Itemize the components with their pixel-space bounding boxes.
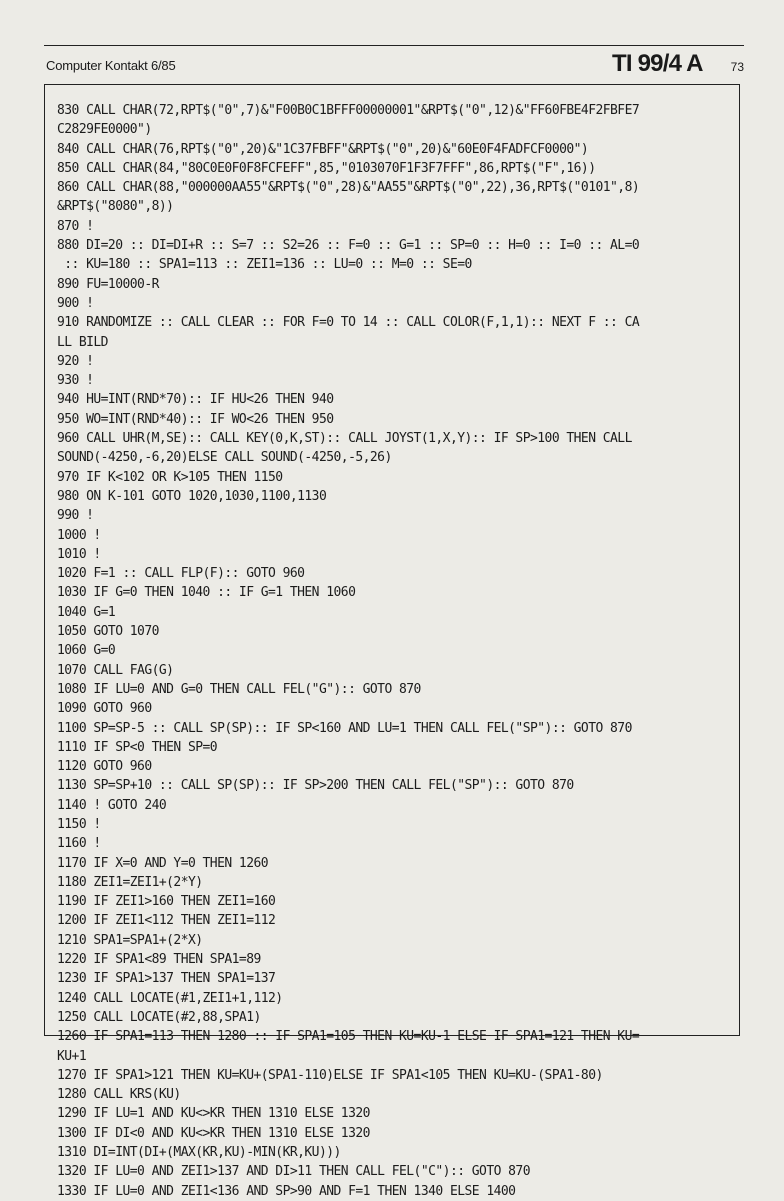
section-title: TI 99/4 A — [612, 50, 703, 77]
code-line: 1220 IF SPA1<89 THEN SPA1=89 — [57, 952, 261, 968]
code-line: 1170 IF X=0 AND Y=0 THEN 1260 — [57, 855, 269, 871]
header-rule — [44, 45, 744, 46]
code-line: 1080 IF LU=0 AND G=0 THEN CALL FEL("G"):: GOTO 870 — [57, 681, 421, 697]
code-line: 1050 GOTO 1070 — [57, 624, 159, 640]
code-line: SOUND(-4250,-6,20)ELSE CALL SOUND(-4250,-5,26) — [57, 450, 392, 466]
code-line: KU+1 — [57, 1048, 87, 1064]
code-line: 1100 SP=SP-5 :: CALL SP(SP):: IF SP<160 AND LU=1 THEN CALL FEL("SP"):: GOTO 870 — [57, 720, 632, 736]
code-line: 840 CALL CHAR(76,RPT$("0",20)&"1C37FBFF"&RPT$("0",20)&"60E0F4FADFCF0000") — [57, 141, 589, 157]
code-line: 940 HU=INT(RND*70):: IF HU<26 THEN 940 — [57, 392, 334, 408]
code-line: 1240 CALL LOCATE(#1,ZEI1+1,112) — [57, 990, 283, 1006]
code-line: 930 ! — [57, 373, 94, 389]
code-line: 990 ! — [57, 508, 94, 524]
code-line: 980 ON K-101 GOTO 1020,1030,1100,1130 — [57, 488, 327, 504]
code-line: 1040 G=1 — [57, 604, 116, 620]
page-header — [44, 50, 744, 82]
code-line: 950 WO=INT(RND*40):: IF WO<26 THEN 950 — [57, 411, 334, 427]
code-line: 830 CALL CHAR(72,RPT$("0",7)&"F00B0C1BFFF00000001"&RPT$("0",12)&"FF60FBE4F2FBFE7 — [57, 103, 640, 118]
code-line: :: KU=180 :: SPA1=113 :: ZEI1=136 :: LU=0 :: M=0 :: SE=0 — [57, 257, 472, 273]
code-line: 1200 IF ZEI1<112 THEN ZEI1=112 — [57, 913, 276, 929]
code-line: 1270 IF SPA1>121 THEN KU=KU+(SPA1-110)ELSE IF SPA1<105 THEN KU=KU-(SPA1-80) — [57, 1067, 603, 1083]
code-line: 1210 SPA1=SPA1+(2*X) — [57, 932, 203, 948]
code-line: 1110 IF SP<0 THEN SP=0 — [57, 739, 218, 755]
code-line: 910 RANDOMIZE :: CALL CLEAR :: FOR F=0 TO 14 :: CALL COLOR(F,1,1):: NEXT F :: CA — [57, 315, 640, 331]
code-line: 1090 GOTO 960 — [57, 701, 152, 717]
code-line: 1130 SP=SP+10 :: CALL SP(SP):: IF SP>200 THEN CALL FEL("SP"):: GOTO 870 — [57, 778, 574, 794]
code-line: 1160 ! — [57, 836, 101, 852]
code-line: 1150 ! — [57, 816, 101, 832]
code-line: 920 ! — [57, 353, 94, 369]
code-line: 850 CALL CHAR(84,"80C0E0F0F8FCFEFF",85,"0103070F1F3F7FFF",86,RPT$("F",16)) — [57, 160, 596, 176]
code-line: 880 DI=20 :: DI=DI+R :: S=7 :: S2=26 :: F=0 :: G=1 :: SP=0 :: H=0 :: I=0 :: AL=0 — [57, 238, 640, 254]
code-line: 1020 F=1 :: CALL FLP(F):: GOTO 960 — [57, 566, 305, 582]
code-line: 1120 GOTO 960 — [57, 759, 152, 775]
basic-listing — [57, 101, 727, 1201]
code-line: 890 FU=10000-R — [57, 276, 159, 292]
page-number: 73 — [730, 60, 744, 74]
code-line: 1310 DI=INT(DI+(MAX(KR,KU)-MIN(KR,KU))) — [57, 1145, 341, 1161]
publication-title: Computer Kontakt 6/85 — [46, 58, 176, 73]
header-right — [612, 50, 744, 78]
code-line: 1250 CALL LOCATE(#2,88,SPA1) — [57, 1009, 261, 1025]
code-line: 1300 IF DI<0 AND KU<>KR THEN 1310 ELSE 1320 — [57, 1125, 370, 1141]
code-line: 960 CALL UHR(M,SE):: CALL KEY(0,K,ST):: CALL JOYST(1,X,Y):: IF SP>100 THEN CALL — [57, 431, 632, 447]
code-line: 1070 CALL FAG(G) — [57, 662, 174, 678]
code-line: 1030 IF G=0 THEN 1040 :: IF G=1 THEN 1060 — [57, 585, 356, 601]
code-line: &RPT$("8080",8)) — [57, 199, 174, 215]
code-line: 1060 G=0 — [57, 643, 116, 659]
code-line: 870 ! — [57, 218, 94, 234]
code-line: 860 CALL CHAR(88,"000000AA55"&RPT$("0",28)&"AA55"&RPT$("0",22),36,RPT$("0101",8) — [57, 180, 640, 196]
code-line: 1290 IF LU=1 AND KU<>KR THEN 1310 ELSE 1320 — [57, 1106, 370, 1122]
code-line: 1010 ! — [57, 546, 101, 562]
code-line: C2829FE0000") — [57, 122, 152, 138]
code-line: 1280 CALL KRS(KU) — [57, 1087, 181, 1103]
code-line: 1320 IF LU=0 AND ZEI1>137 AND DI>11 THEN CALL FEL("C"):: GOTO 870 — [57, 1164, 530, 1180]
code-line: 1330 IF LU=0 AND ZEI1<136 AND SP>90 AND F=1 THEN 1340 ELSE 1400 — [57, 1183, 516, 1199]
code-line: LL BILD — [57, 334, 108, 350]
code-line: 1180 ZEI1=ZEI1+(2*Y) — [57, 874, 203, 890]
code-line: 1230 IF SPA1>137 THEN SPA1=137 — [57, 971, 276, 987]
code-line: 1140 ! GOTO 240 — [57, 797, 167, 813]
code-line: 1260 IF SPA1=113 THEN 1280 :: IF SPA1=105 THEN KU=KU-1 ELSE IF SPA1=121 THEN KU= — [57, 1029, 640, 1045]
code-line: 1000 ! — [57, 527, 101, 543]
code-line: 1190 IF ZEI1>160 THEN ZEI1=160 — [57, 894, 276, 910]
code-line: 900 ! — [57, 295, 94, 311]
code-line: 970 IF K<102 OR K>105 THEN 1150 — [57, 469, 283, 485]
